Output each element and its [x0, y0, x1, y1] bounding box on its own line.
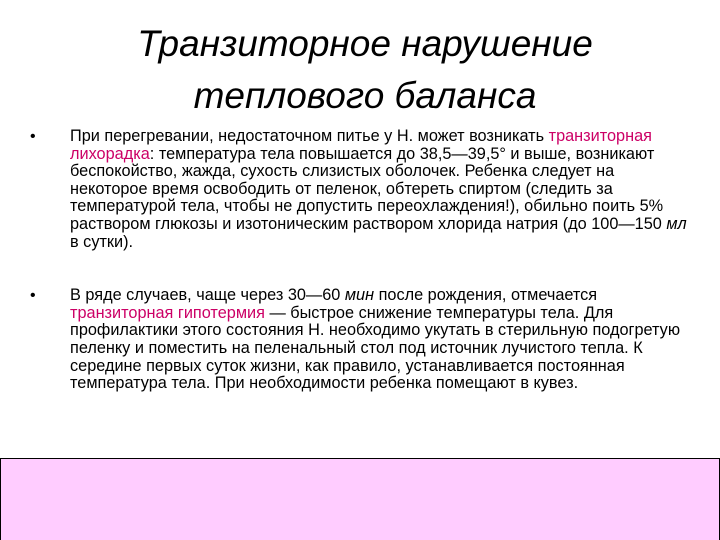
bullet-dot-icon: •	[30, 287, 36, 305]
footer-bar	[0, 458, 720, 540]
bullet-item-hypothermia	[30, 287, 690, 393]
highlight-term: транзиторная гипотермия	[70, 303, 265, 322]
bullet-text: в сутки).	[70, 232, 134, 251]
bullet-item-fever	[30, 128, 690, 251]
bullet-text: — быстрое снижение температуры тела. Для профилактики этого состояния Н. необходимо укутать в стерильную подогретую пеленку и поместить на пеленальный стол под источник лучистого тепла. К середине первых суток жизни, как правило, устанавливается постоянная температура тела. При необходимости ребенка помещают в кувез.	[70, 303, 681, 393]
bullet-text: В ряде случаев, чаще через 30—60	[70, 286, 345, 305]
unit-italic: мин	[344, 286, 375, 305]
slide-title-line-1: Транзиторное нарушение	[137, 23, 593, 64]
slide-title-line-2: теплового баланса	[193, 75, 537, 116]
unit-italic: мл	[666, 214, 687, 233]
bullet-text: При перегревании, недостаточном питье у Н. может возникать	[70, 127, 549, 145]
bullet-dot-icon: •	[30, 128, 36, 145]
bullet-text: после рождения, отмечается	[374, 286, 598, 305]
bullet-list	[30, 128, 690, 393]
bullet-text: : температура тела повышается до 38,5—39,5° и выше, возникают беспокойство, жажда, сухость слизистых оболочек. Ребенка следует на некоторое время освободить от пеленок, обтереть спиртом (следить за температурой тела, чтобы не допустить переохлаждения!), обильно поить 5% раствором глюкозы и изотоническим раствором хлорида натрия (до 100—150	[70, 144, 667, 233]
slide-title	[40, 18, 690, 122]
highlight-term: транзиторная лихорадка	[70, 127, 652, 163]
